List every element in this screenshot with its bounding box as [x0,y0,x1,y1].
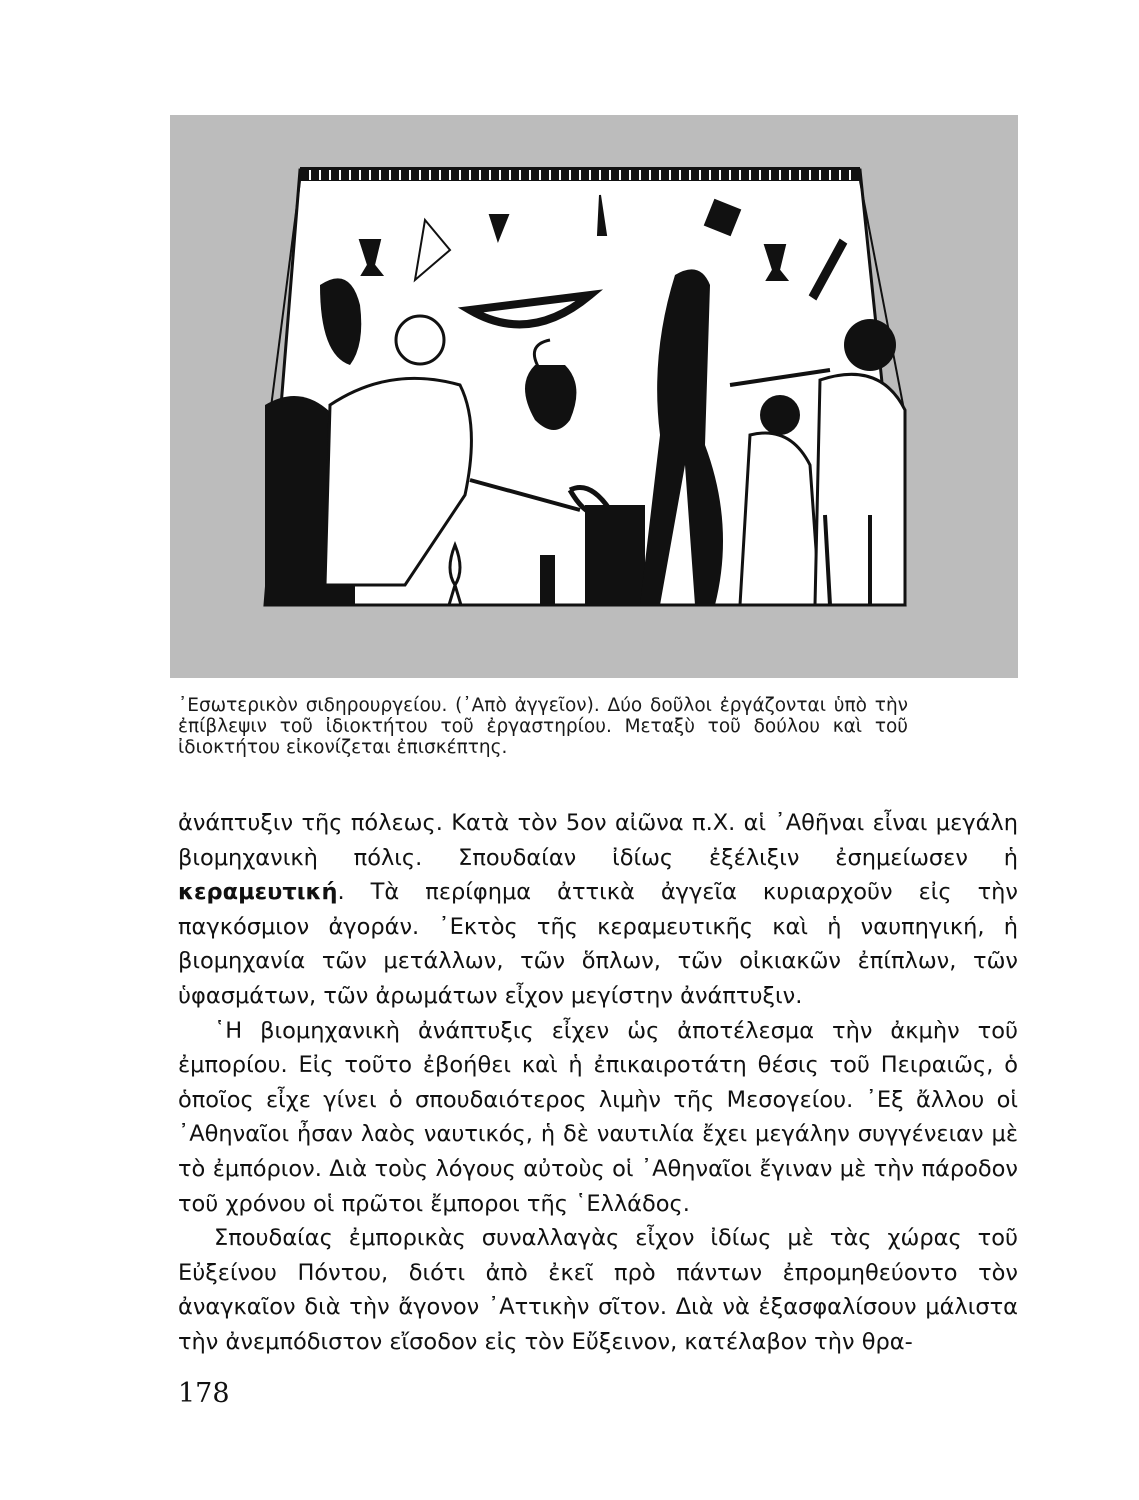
page-number: 178 [178,1378,230,1409]
paragraph-1-start: ἀνάπτυξιν τῆς πόλεως. Κατὰ τὸν 5ον αἰῶνα π.Χ. αἱ ᾿Αθῆναι εἶναι μεγάλη βιομηχανικὴ πόλις. Σπουδαίαν ἰδίως ἐξέλιξιν ἐσημείωσεν ἡ [178,810,1018,871]
vase-painting-figure [170,115,1018,678]
paragraph-3: Σπουδαίας ἐμπορικὰς συναλλαγὰς εἶχον ἰδίως μὲ τὰς χώρας τοῦ Εὐξείνου Πόντου, διότι ἀπὸ ἐκεῖ πρὸ πάντων ἐπρομηθεύοντο τὸν ἀναγκαῖον διὰ τὴν ἄγονον ᾿Αττικὴν σῖτον. Διὰ νὰ ἐξασφαλίσουν μάλιστα τὴν ἀνεμπόδιστον εἴσοδον εἰς τὸν Εὔξεινον, κατέλαβον τὴν θρα- [178,1225,1018,1355]
emphasized-term: κεραμευτική [178,879,338,906]
paragraph-1 [178,806,1018,1014]
paragraph-2: ῾Η βιομηχανικὴ ἀνάπτυξις εἶχεν ὡς ἀποτέλεσμα τὴν ἀκμὴν τοῦ ἐμπορίου. Εἰς τοῦτο ἐβοήθει καὶ ἡ ἐπικαιροτάτη θέσις τοῦ Πειραιῶς, ὁ ὁποῖος εἶχε γίνει ὁ σπουδαιότερος λιμὴν τῆς Μεσογείου. ᾿Εξ ἄλλου οἱ ᾿Αθηναῖοι ἦσαν λαὸς ναυτικός, ἡ δὲ ναυτιλία ἔχει μεγάλην συγγένειαν μὲ τὸ ἐμπόριον. Διὰ τοὺς λόγους αὐτοὺς οἱ ᾿Αθηναῖοι ἔγιναν μὲ τὴν πάροδον τοῦ χρόνου οἱ πρῶτοι ἔμποροι τῆς ῾Ελλάδος. [178,1017,1018,1217]
body-text [178,806,1018,1360]
paragraph-1-end: . Τὰ περίφημα ἀττικὰ ἀγγεῖα κυριαρχοῦν εἰς τὴν παγκόσμιον ἀγοράν. ᾿Εκτὸς τῆς κεραμευτικῆς καὶ ἡ ναυπηγική, ἡ βιομηχανία τῶν μετάλλων, τῶν ὅπλων, τῶν οἰκιακῶν ἐπίπλων, τῶν ὑφασμάτων, τῶν ἀρωμάτων εἶχον μεγίστην ἀνάπτυξιν. [178,879,1018,1009]
figure-caption: ᾿Εσωτερικὸν σιδηρουργείου. (᾿Απὸ ἀγγεῖον). Δύο δοῦλοι ἐργάζονται ὑπὸ τὴν ἐπίβλεψιν τοῦ ἰδιοκτήτου τοῦ ἐργαστηρίου. Μεταξὺ τοῦ δούλου καὶ τοῦ ἰδιοκτήτου εἰκονίζεται ἐπισκέπτης. [178,695,908,758]
forge-scene-illustration [170,115,1018,678]
